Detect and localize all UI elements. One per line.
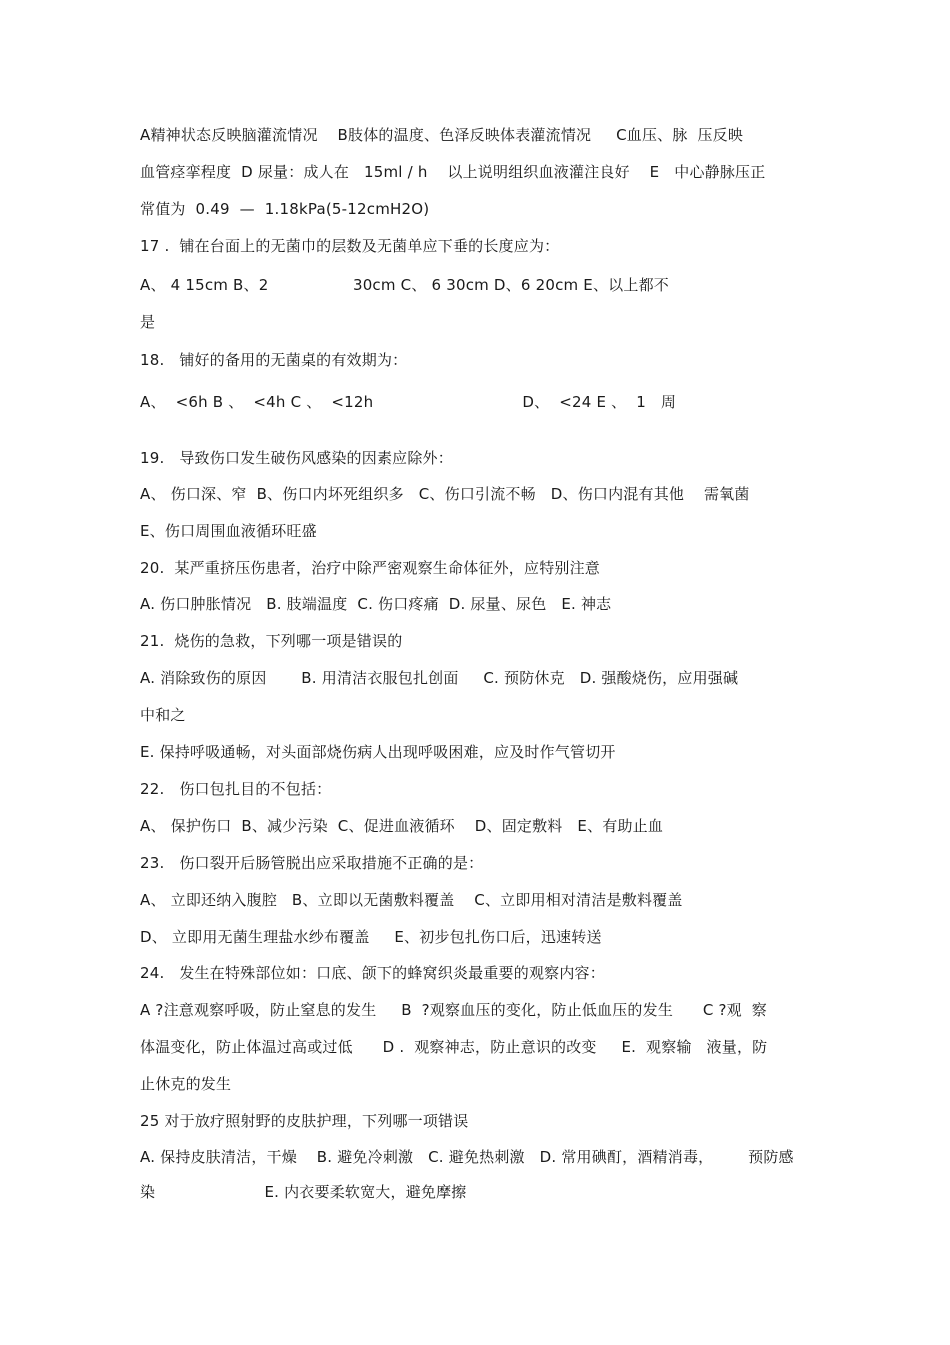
options-25-cont: 染 E. 内衣要柔软宽大，避免摩擦 [140, 1183, 467, 1201]
question-24: 24. 发生在特殊部位如：口底、颌下的蜂窝织炎最重要的观察内容： [140, 964, 605, 982]
options-25: A. 保持皮肤清洁，干燥 B. 避免冷刺激 C. 避免热刺激 D. 常用碘酊，酒精消毒， 预防感 [140, 1148, 794, 1166]
options-22: A、 保护伤口 B、减少污染 C、促进血液循环 D、固定敷料 E、有助止血 [140, 817, 664, 835]
question-20: 20. 某严重挤压伤患者，治疗中除严密观察生命体征外，应特别注意 [140, 559, 600, 577]
question-22: 22. 伤口包扎目的不包括： [140, 780, 332, 798]
option-line-q16-e-end: 常值为 0.49 — 1.18kPa(5-12cmH2O) [140, 200, 430, 218]
options-24-end: 止休克的发生 [140, 1075, 232, 1093]
question-18: 18. 铺好的备用的无菌桌的有效期为： [140, 351, 408, 369]
question-21: 21. 烧伤的急救，下列哪一项是错误的 [140, 632, 403, 650]
options-21-e: E. 保持呼吸通畅，对头面部烧伤病人出现呼吸困难，应及时作气管切开 [140, 743, 616, 761]
options-23: A、 立即还纳入腹腔 B、立即以无菌敷料覆盖 C、立即用相对清洁是敷料覆盖 [140, 891, 683, 909]
options-23-cont: D、 立即用无菌生理盐水纱布覆盖 E、初步包扎伤口后，迅速转送 [140, 928, 602, 946]
option-line-q16-c-e: 血管痉挛程度 D 尿量：成人在 15ml / h 以上说明组织血液灌注良好 E 中心静脉压正 [140, 163, 766, 181]
question-17: 17 . 铺在台面上的无菌巾的层数及无菌单应下垂的长度应为： [140, 237, 560, 255]
question-19: 19. 导致伤口发生破伤风感染的因素应除外： [140, 449, 453, 467]
question-25: 25 对于放疗照射野的皮肤护理，下列哪一项错误 [140, 1112, 469, 1130]
options-20: A. 伤口肿胀情况 B. 肢端温度 C. 伤口疼痛 D. 尿量、尿色 E. 神志 [140, 595, 612, 613]
options-21: A. 消除致伤的原因 B. 用清洁衣服包扎创面 C. 预防休克 D. 强酸烧伤，应用强碱 [140, 669, 739, 687]
options-17: A、 4 15cm B、2 30cm C、 6 30cm D、6 20cm E、以上都不 [140, 276, 669, 294]
options-21-cont: 中和之 [140, 706, 186, 724]
options-24: A ?注意观察呼吸，防止窒息的发生 B ?观察血压的变化，防止低血压的发生 C ?观 察 [140, 1001, 767, 1019]
options-24-cont: 体温变化，防止体温过高或过低 D . 观察神志，防止意识的改变 E. 观察输 液量，防 [140, 1038, 768, 1056]
options-17-cont: 是 [140, 313, 156, 331]
question-23: 23. 伤口裂开后肠管脱出应采取措施不正确的是： [140, 854, 484, 872]
option-line-q16-a-c: A精神状态反映脑灌流情况 B肢体的温度、色泽反映体表灌流情况 C血压、脉 压反映 [140, 126, 744, 144]
options-19-cont: E、伤口周围血液循环旺盛 [140, 522, 317, 540]
options-19: A、 伤口深、窄 B、伤口内坏死组织多 C、伤口引流不畅 D、伤口内混有其他 需氧菌 [140, 485, 750, 503]
options-18: A、 <6h B 、 <4h C 、 <12h D、 <24 E 、 1 周 [140, 393, 677, 411]
